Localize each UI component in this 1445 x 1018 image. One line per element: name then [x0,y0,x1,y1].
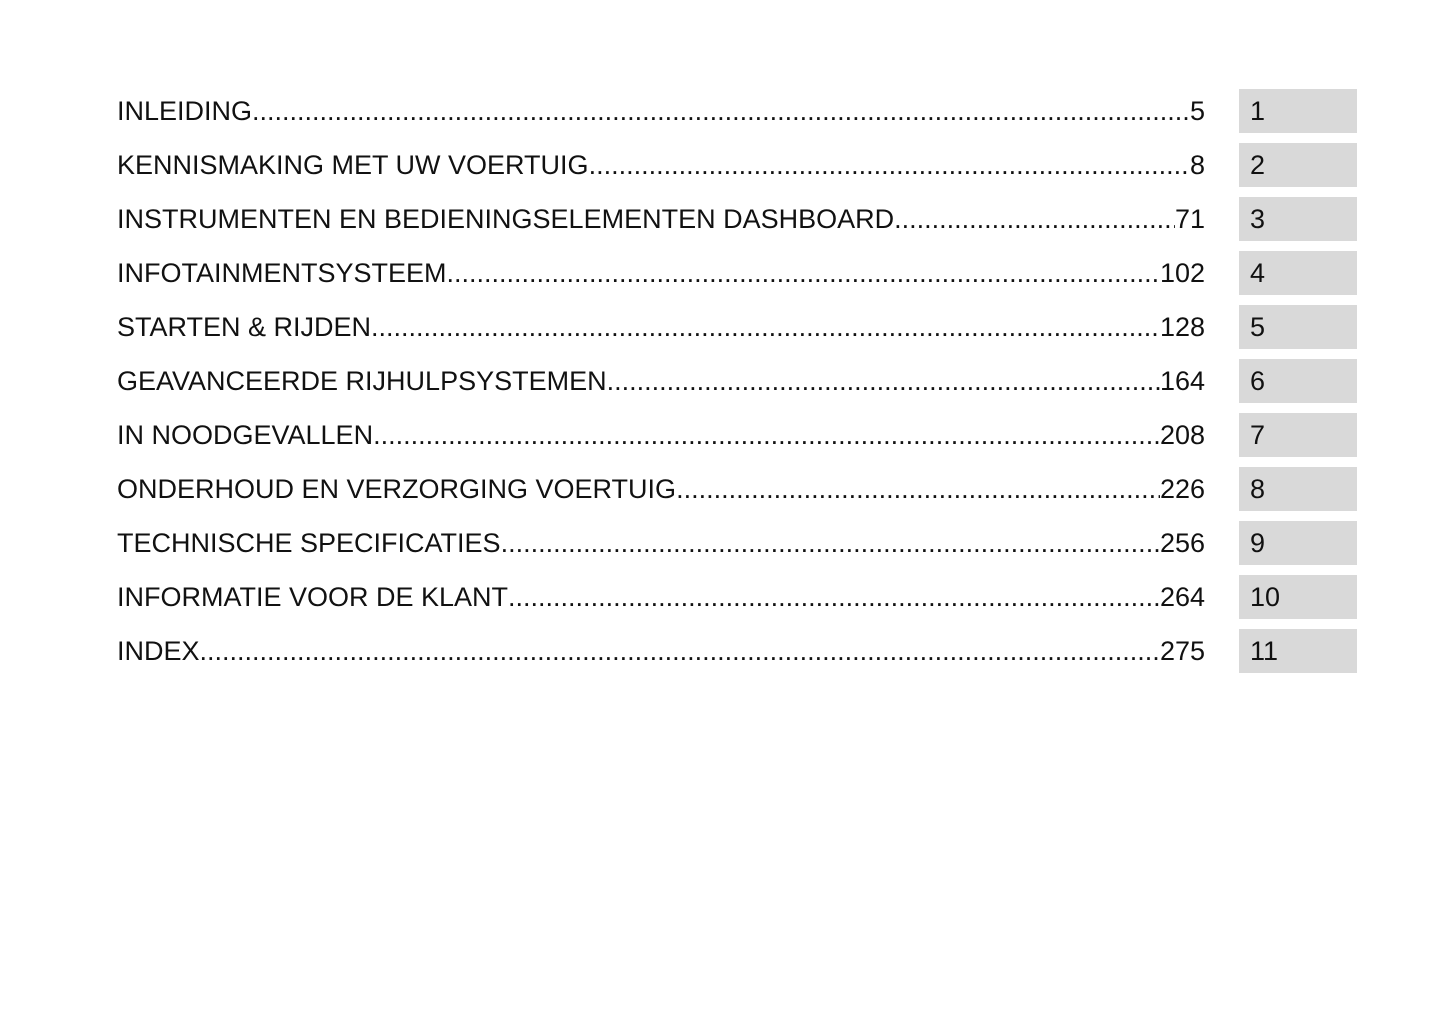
toc-entry-title: INLEIDING [117,96,253,126]
chapter-tab[interactable]: 6 [1239,359,1357,403]
chapter-tab[interactable]: 4 [1239,251,1357,295]
chapter-tab[interactable]: 1 [1239,89,1357,133]
toc-row-instrumenten [117,197,1357,241]
dot-leader [200,629,1160,673]
chapter-tab[interactable]: 7 [1239,413,1357,457]
toc-entry-title: KENNISMAKING MET UW VOERTUIG [117,150,589,180]
toc-page-number: 102 [1159,258,1205,288]
toc-row-index [117,629,1357,673]
dot-leader [373,413,1160,457]
toc-page-number: 208 [1159,420,1205,450]
dot-leader [676,467,1160,511]
toc-entry-link[interactable] [117,143,1205,187]
toc-entry-link[interactable] [117,467,1205,511]
toc-entry-title: INFORMATIE VOOR DE KLANT [117,582,509,612]
toc-entry-title: GEAVANCEERDE RIJHULPSYSTEMEN [117,366,607,396]
toc-page-number: 164 [1159,366,1205,396]
toc-entry-link[interactable] [117,197,1205,241]
table-of-contents [117,89,1357,683]
toc-entry-title: INSTRUMENTEN EN BEDIENINGSELEMENTEN DASHBOARD [117,204,895,234]
toc-page-number: 128 [1159,312,1205,342]
toc-entry-link[interactable] [117,359,1205,403]
chapter-tab[interactable]: 9 [1239,521,1357,565]
toc-entry-link[interactable] [117,629,1205,673]
dot-leader [252,89,1190,133]
dot-leader [501,521,1160,565]
toc-page-number: 275 [1159,636,1205,666]
chapter-tab[interactable]: 8 [1239,467,1357,511]
toc-page-number: 71 [1174,204,1205,234]
toc-row-infotainment [117,251,1357,295]
toc-entry-title: INFOTAINMENTSYSTEEM [117,258,447,288]
toc-entry-title: IN NOODGEVALLEN [117,420,374,450]
toc-page-number: 5 [1189,96,1205,126]
dot-leader [894,197,1175,241]
toc-entry-title: TECHNISCHE SPECIFICATIES [117,528,501,558]
toc-entry-link[interactable] [117,575,1205,619]
toc-page-number: 8 [1189,150,1205,180]
chapter-tab[interactable]: 5 [1239,305,1357,349]
toc-entry-link[interactable] [117,521,1205,565]
dot-leader [607,359,1160,403]
toc-entry-link[interactable] [117,89,1205,133]
toc-row-inleiding [117,89,1357,133]
toc-entry-title: INDEX [117,636,200,666]
toc-page-number: 256 [1159,528,1205,558]
toc-page-number: 226 [1159,474,1205,504]
toc-entry-link[interactable] [117,251,1205,295]
toc-page-number: 264 [1159,582,1205,612]
chapter-tab[interactable]: 10 [1239,575,1357,619]
toc-entry-title: STARTEN & RIJDEN [117,312,372,342]
toc-entry-link[interactable] [117,305,1205,349]
dot-leader [371,305,1160,349]
toc-row-starten [117,305,1357,349]
toc-row-kennismaking [117,143,1357,187]
toc-row-informatie-klant [117,575,1357,619]
toc-entry-title: ONDERHOUD EN VERZORGING VOERTUIG [117,474,677,504]
toc-row-onderhoud [117,467,1357,511]
toc-row-rijhulpsystemen [117,359,1357,403]
toc-row-technische-specificaties [117,521,1357,565]
toc-row-noodgevallen [117,413,1357,457]
chapter-tab[interactable]: 2 [1239,143,1357,187]
toc-entry-link[interactable] [117,413,1205,457]
dot-leader [508,575,1160,619]
dot-leader [589,143,1190,187]
chapter-tab[interactable]: 11 [1239,629,1357,673]
chapter-tab[interactable]: 3 [1239,197,1357,241]
dot-leader [447,251,1160,295]
